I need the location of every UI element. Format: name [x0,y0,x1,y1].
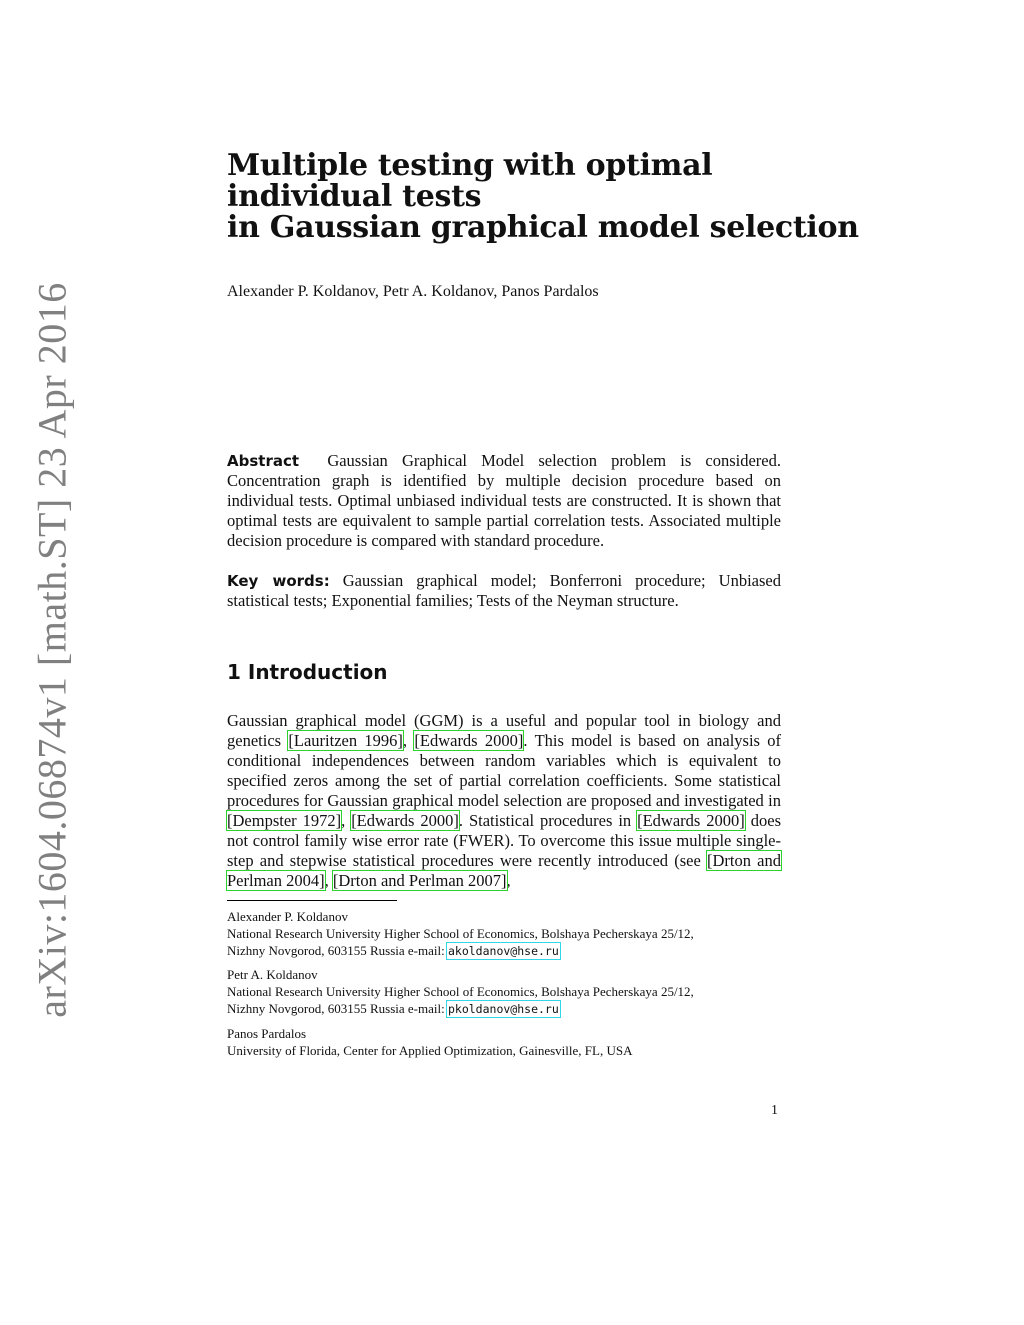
arxiv-identifier-stamp: arXiv:1604.06874v1 [math.ST] 23 Apr 2016 [29,282,75,1018]
affiliation-name: Panos Pardalos [227,1026,307,1041]
affiliation-address: University of Florida, Center for Applied Optimization, Gainesville, FL, USA [227,1043,633,1058]
email-link[interactable]: akoldanov@hse.ru [447,944,559,958]
citation-link[interactable]: [Edwards 2000] [414,731,524,750]
abstract-text: Gaussian Graphical Model selection problem is considered. Concentration graph is identified by multiple decision procedure based on individual tests. Optimal unbiased individual tests are constructed. It is shown that optimal tests are equivalent to sample partial correlation tests. Associated multiple decision procedure is compared with standard procedure. [227,451,781,550]
citation-link[interactable]: [Drton and Perlman 2004] [227,851,781,890]
title-line-3: in Gaussian graphical model selection [227,210,859,245]
paper-title [227,148,859,245]
citation-link[interactable]: [Lauritzen 1996] [288,731,403,750]
citation-link[interactable]: [Drton and Perlman 2007] [332,871,507,890]
author-list: Alexander P. Koldanov, Petr A. Koldanov, Panos Pardalos [227,283,599,300]
section-heading: 1 Introduction [227,660,388,684]
citation-link[interactable]: [Edwards 2000] [351,811,459,830]
abstract [227,451,781,551]
affiliation-block [227,908,787,960]
page-number: 1 [771,1103,778,1118]
title-line-1: Multiple testing with optimal [227,148,713,183]
intro-text: , [402,731,415,750]
keywords [227,571,781,611]
keywords-label: Key words: [227,572,330,590]
intro-text: , [341,811,352,830]
intro-text: . Statistical procedures in [458,811,638,830]
intro-text: , [324,871,333,890]
intro-text: Gaussian graphical model (GGM) is a useful and popular tool in biology and genetics [227,711,781,750]
abstract-label: Abstract [227,452,300,470]
affiliation-address: Nizhny Novgorod, 603155 Russia e-mail: akoldanov@hse.ru [227,943,559,958]
citation-link[interactable]: [Dempster 1972] [227,811,342,830]
email-link[interactable]: pkoldanov@hse.ru [447,1002,559,1016]
title-line-2: individual tests [227,179,482,214]
intro-text: . This model is based on analysis of conditional independences between random variables which is equivalent to specified zeros among the set of partial correlation coefficients. Some statistical procedures for Gaussian graphical model selection are proposed and investigated in [227,731,782,810]
affiliation-address: Nizhny Novgorod, 603155 Russia e-mail: pkoldanov@hse.ru [227,1001,559,1016]
intro-text: does not control family wise error rate (FWER). To overcome this issue multiple single-step and stepwise statistical procedures were recently introduced (see [227,811,781,870]
citation-link[interactable]: [Edwards 2000] [637,811,745,830]
affiliation-name: Petr A. Koldanov [227,967,318,982]
intro-text: , [506,871,511,890]
keywords-text: Gaussian graphical model; Bonferroni procedure; Unbiased statistical tests; Exponential families; Tests of the Neyman structure. [227,571,782,610]
introduction-paragraph [227,711,781,891]
affiliation-name: Alexander P. Koldanov [227,909,348,924]
affiliation-block [227,966,787,1018]
affiliation-address: National Research University Higher School of Economics, Bolshaya Pecherskaya 25/12, [227,984,694,999]
footnote-rule [227,900,397,901]
affiliation-address: National Research University Higher School of Economics, Bolshaya Pecherskaya 25/12, [227,926,694,941]
affiliation-block [227,1025,787,1059]
